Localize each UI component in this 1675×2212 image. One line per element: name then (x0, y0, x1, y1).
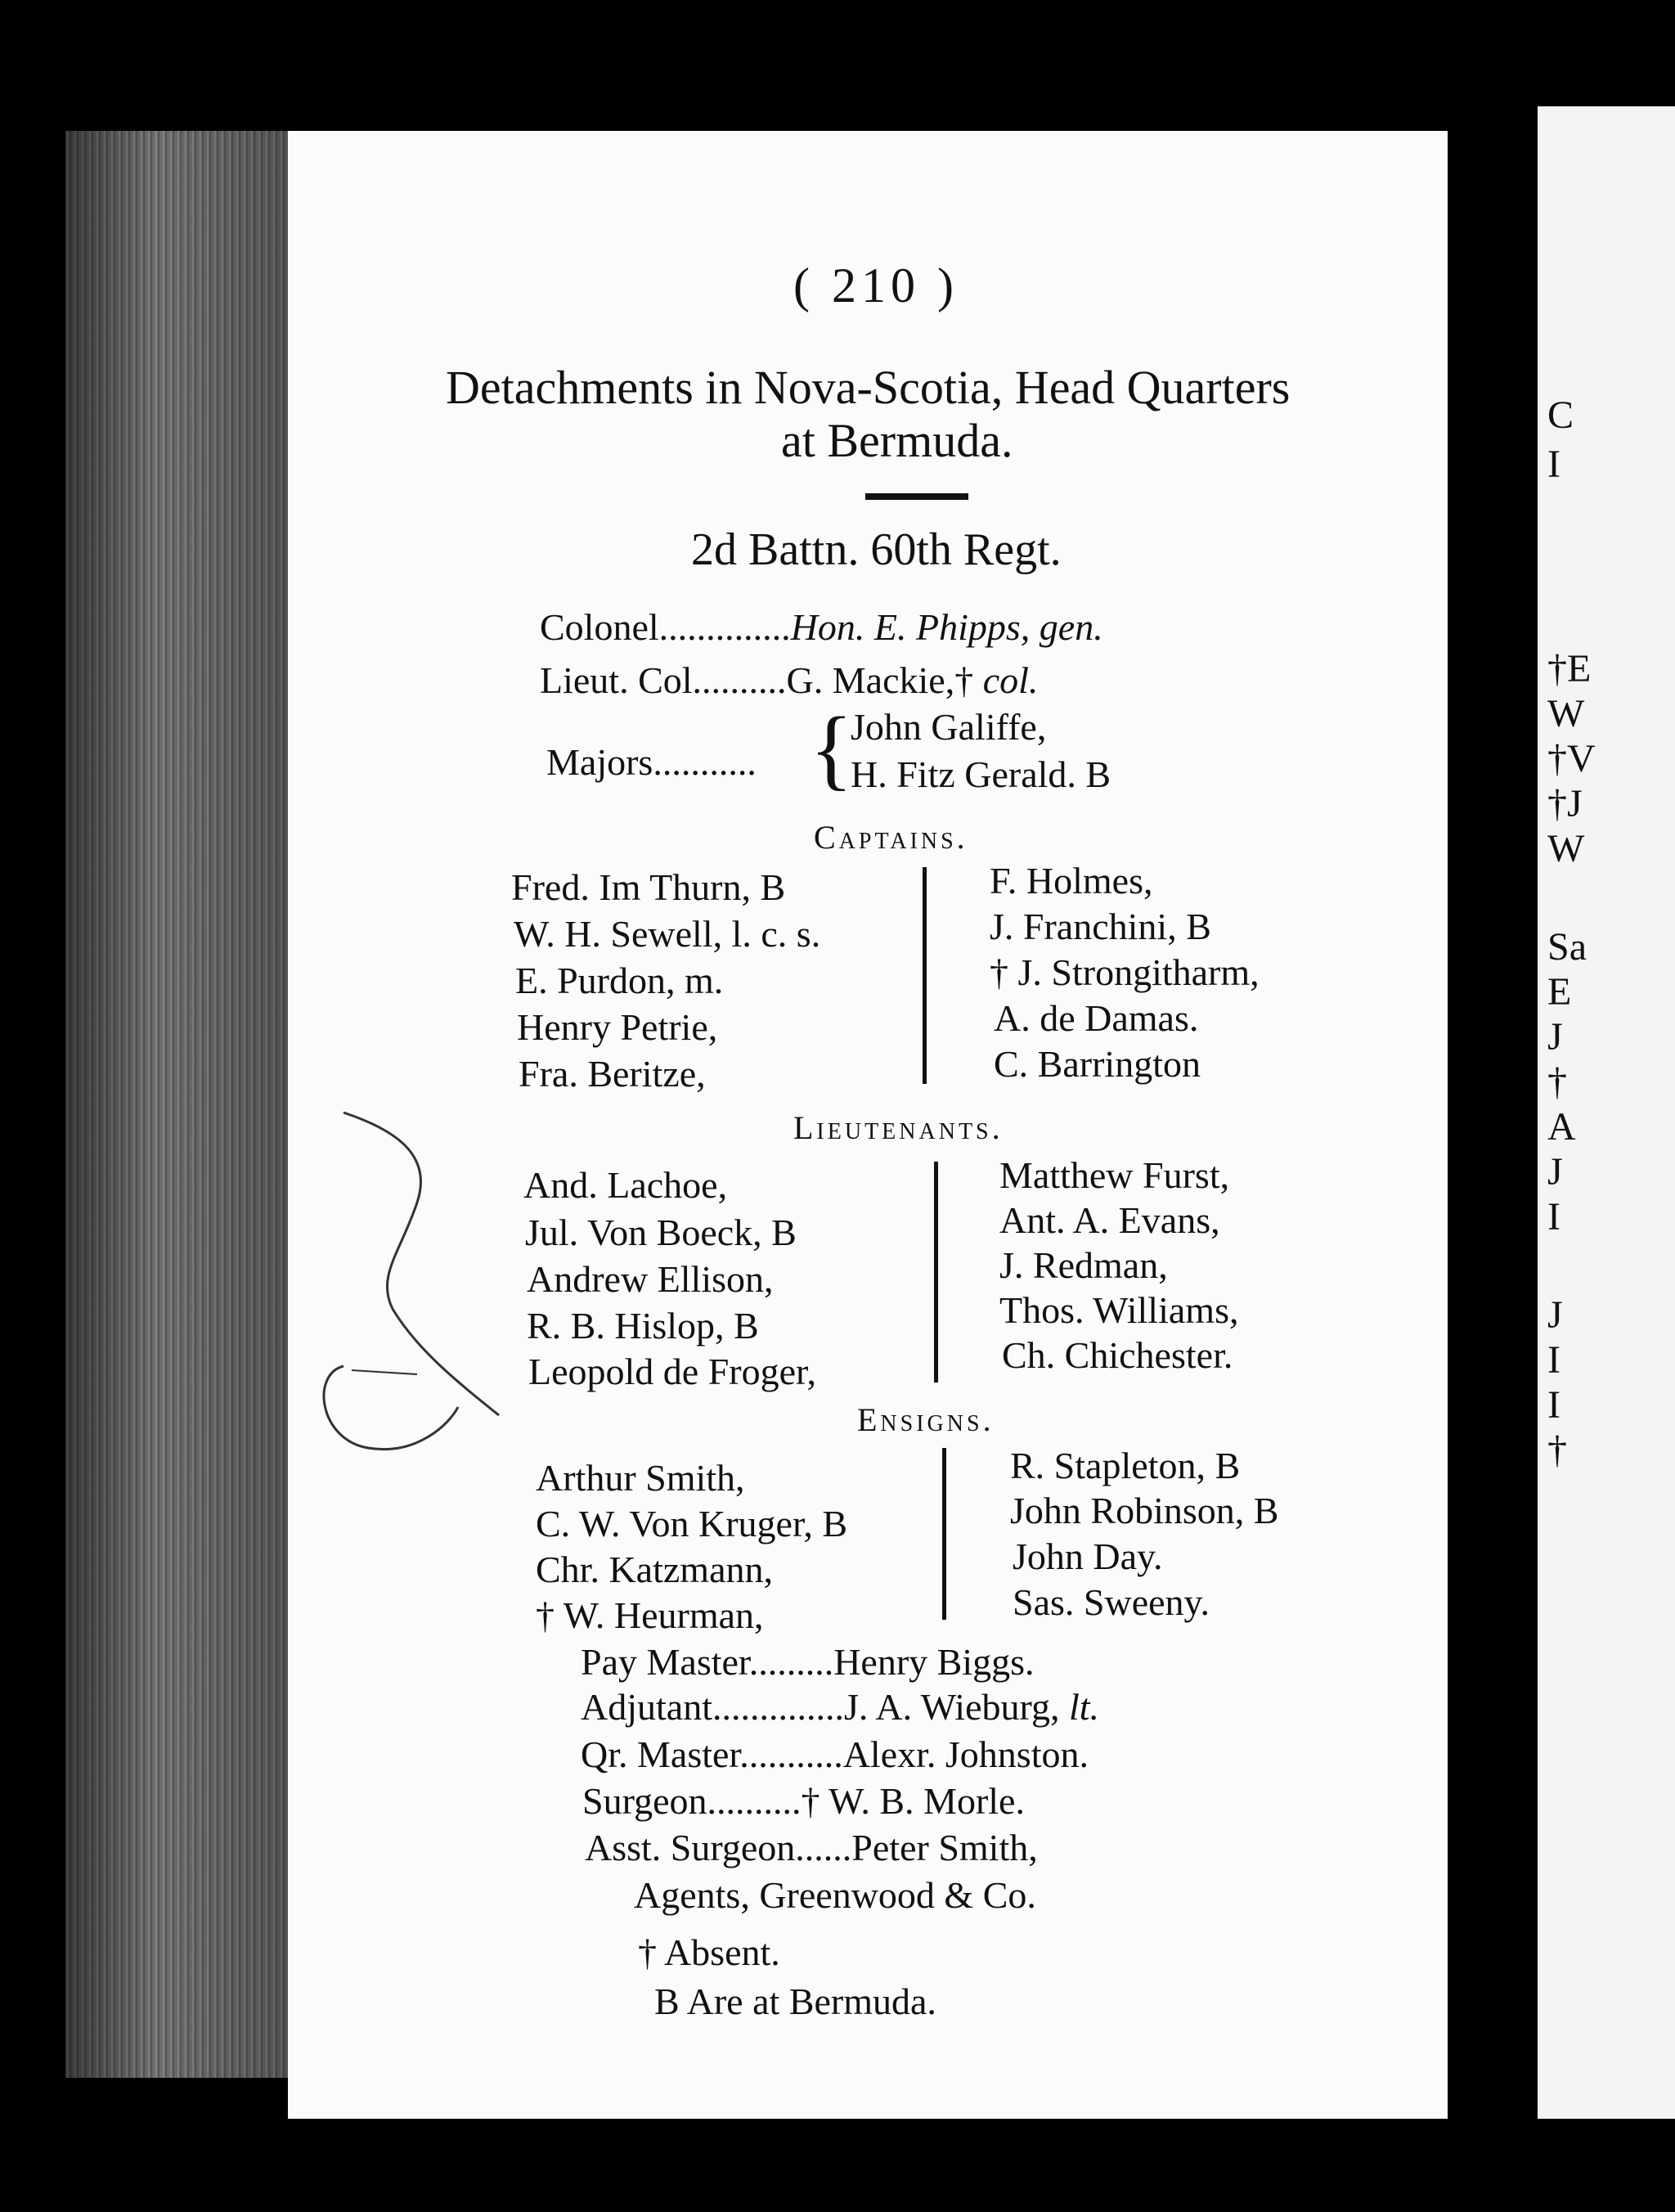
facing-page-fragment: I (1547, 1338, 1560, 1382)
staff-name: G. Mackie,† (786, 659, 974, 701)
page-number: ( 210 ) (793, 259, 959, 312)
ensign-name: John Day. (1013, 1535, 1163, 1577)
staff-row-colonel (540, 605, 1103, 649)
majors-brace: { (810, 699, 853, 798)
facing-page-fragment: A (1547, 1105, 1576, 1149)
lieutenants-heading: Lieutenants. (793, 1109, 1004, 1146)
captain-name: C. Barrington (994, 1043, 1201, 1085)
captain-name: E. Purdon, m. (515, 960, 724, 1001)
staff-row-qr-master (581, 1733, 1089, 1776)
facing-page-fragment: †E (1547, 647, 1592, 690)
ensign-name: † W. Heurman, (536, 1594, 764, 1636)
lieutenant-name: Ch. Chichester. (1002, 1334, 1233, 1376)
staff-role: Majors (546, 741, 653, 783)
ensigns-heading: Ensigns. (857, 1401, 995, 1438)
lieutenant-name: Leopold de Froger, (528, 1351, 817, 1392)
title-rule (865, 493, 968, 500)
staff-note: gen. (1039, 606, 1103, 648)
staff-name: Henry Biggs. (833, 1641, 1035, 1683)
captain-name: J. Franchini, B (990, 906, 1211, 947)
facing-page-fragment: †V (1547, 737, 1596, 780)
lieutenant-name: Matthew Furst, (999, 1154, 1230, 1196)
facing-page-fragment: J (1547, 1150, 1563, 1194)
major-name: John Galiffe, (851, 706, 1047, 748)
staff-row-lieut-col (540, 659, 1038, 702)
captain-name: Fred. Im Thurn, B (511, 866, 786, 908)
staff-note: lt. (1069, 1686, 1100, 1728)
ensign-name: Arthur Smith, (536, 1457, 745, 1499)
staff-role: Adjutant (581, 1686, 712, 1728)
leader-dots: .............. (658, 606, 791, 648)
staff-name: Alexr. Johnston. (842, 1733, 1089, 1775)
staff-role: Pay Master (581, 1641, 749, 1683)
facing-page-fragment: C (1547, 393, 1574, 437)
pencil-scribble (294, 1096, 507, 1472)
facing-page-fragment: †J (1547, 782, 1583, 825)
page-title-line2: at Bermuda. (781, 414, 1013, 467)
staff-name: Hon. E. Phipps, (790, 606, 1031, 648)
staff-role: Qr. Master (581, 1733, 740, 1775)
leader-dots: ......... (748, 1641, 834, 1683)
lieutenant-name: Jul. Von Boeck, B (525, 1212, 797, 1253)
column-divider (934, 1162, 938, 1382)
ensign-name: C. W. Von Kruger, B (536, 1503, 848, 1544)
lieutenant-name: Thos. Williams, (999, 1289, 1239, 1331)
facing-page-fragment: I (1547, 1383, 1560, 1427)
lieutenant-name: Andrew Ellison, (527, 1258, 774, 1300)
captain-name: Fra. Beritze, (519, 1053, 706, 1095)
legend-bermuda: B Are at Bermuda. (654, 1980, 936, 2022)
staff-note: col. (982, 659, 1039, 701)
facing-page-fragment: J (1547, 1293, 1563, 1337)
captain-name: Henry Petrie, (517, 1006, 718, 1048)
facing-page-fragment: I (1547, 1195, 1560, 1239)
lieutenant-name: J. Redman, (999, 1244, 1168, 1286)
staff-role: Asst. Surgeon (585, 1827, 796, 1868)
staff-row-asst-surgeon (585, 1826, 1038, 1869)
ensign-name: R. Stapleton, B (1010, 1445, 1241, 1486)
lieutenant-name: Ant. A. Evans, (999, 1199, 1220, 1241)
leader-dots: .............. (712, 1686, 844, 1728)
staff-name: J. A. Wieburg, (843, 1686, 1060, 1728)
page-title-line1: Detachments in Nova-Scotia, Head Quarters (446, 361, 1291, 414)
book-gutter (1448, 123, 1538, 2127)
captain-name: A. de Damas. (994, 997, 1199, 1039)
legend-absent: † Absent. (638, 1931, 780, 1973)
facing-page-fragment: † (1547, 1060, 1567, 1104)
majors-label (546, 740, 757, 784)
captain-name: † J. Strongitharm, (990, 951, 1260, 993)
facing-page-fragment: Sa (1547, 925, 1587, 969)
leader-dots: .......... (692, 659, 787, 701)
column-divider (923, 867, 927, 1084)
leader-dots: ........... (653, 741, 757, 783)
staff-row-adjutant (581, 1685, 1099, 1729)
staff-name: † W. B. Morle. (801, 1780, 1025, 1822)
facing-page-fragment: I (1547, 443, 1560, 486)
lieutenant-name: R. B. Hislop, B (527, 1305, 759, 1347)
leader-dots: ........... (739, 1733, 843, 1775)
facing-page-fragment: † (1547, 1428, 1567, 1472)
facing-page-fragment: E (1547, 970, 1572, 1014)
captain-name: F. Holmes, (990, 860, 1153, 901)
agents-line: Agents, Greenwood & Co. (634, 1874, 1036, 1916)
staff-row-pay-master (581, 1640, 1035, 1684)
staff-role: Surgeon (582, 1780, 707, 1822)
facing-page-fragment: W (1547, 827, 1585, 870)
staff-row-surgeon (582, 1779, 1025, 1823)
captain-name: W. H. Sewell, l. c. s. (514, 913, 821, 955)
staff-role: Colonel (540, 606, 659, 648)
lieutenant-name: And. Lachoe, (523, 1164, 728, 1206)
leader-dots: ...... (795, 1827, 852, 1868)
column-divider (942, 1448, 946, 1620)
ensign-name: Chr. Katzmann, (536, 1549, 773, 1590)
facing-page-fragment: J (1547, 1015, 1563, 1059)
facing-page (1538, 106, 1675, 2119)
ensign-name: Sas. Sweeny. (1013, 1581, 1210, 1623)
regiment-heading: 2d Battn. 60th Regt. (691, 524, 1062, 575)
staff-role: Lieut. Col (540, 659, 693, 701)
captains-heading: Captains. (814, 819, 968, 856)
staff-name: Peter Smith, (851, 1827, 1038, 1868)
spine-shadow (65, 131, 294, 2078)
ensign-name: John Robinson, B (1010, 1490, 1279, 1531)
facing-page-fragment: W (1547, 692, 1585, 735)
leader-dots: .......... (707, 1780, 802, 1822)
major-name: H. Fitz Gerald. B (851, 753, 1111, 795)
